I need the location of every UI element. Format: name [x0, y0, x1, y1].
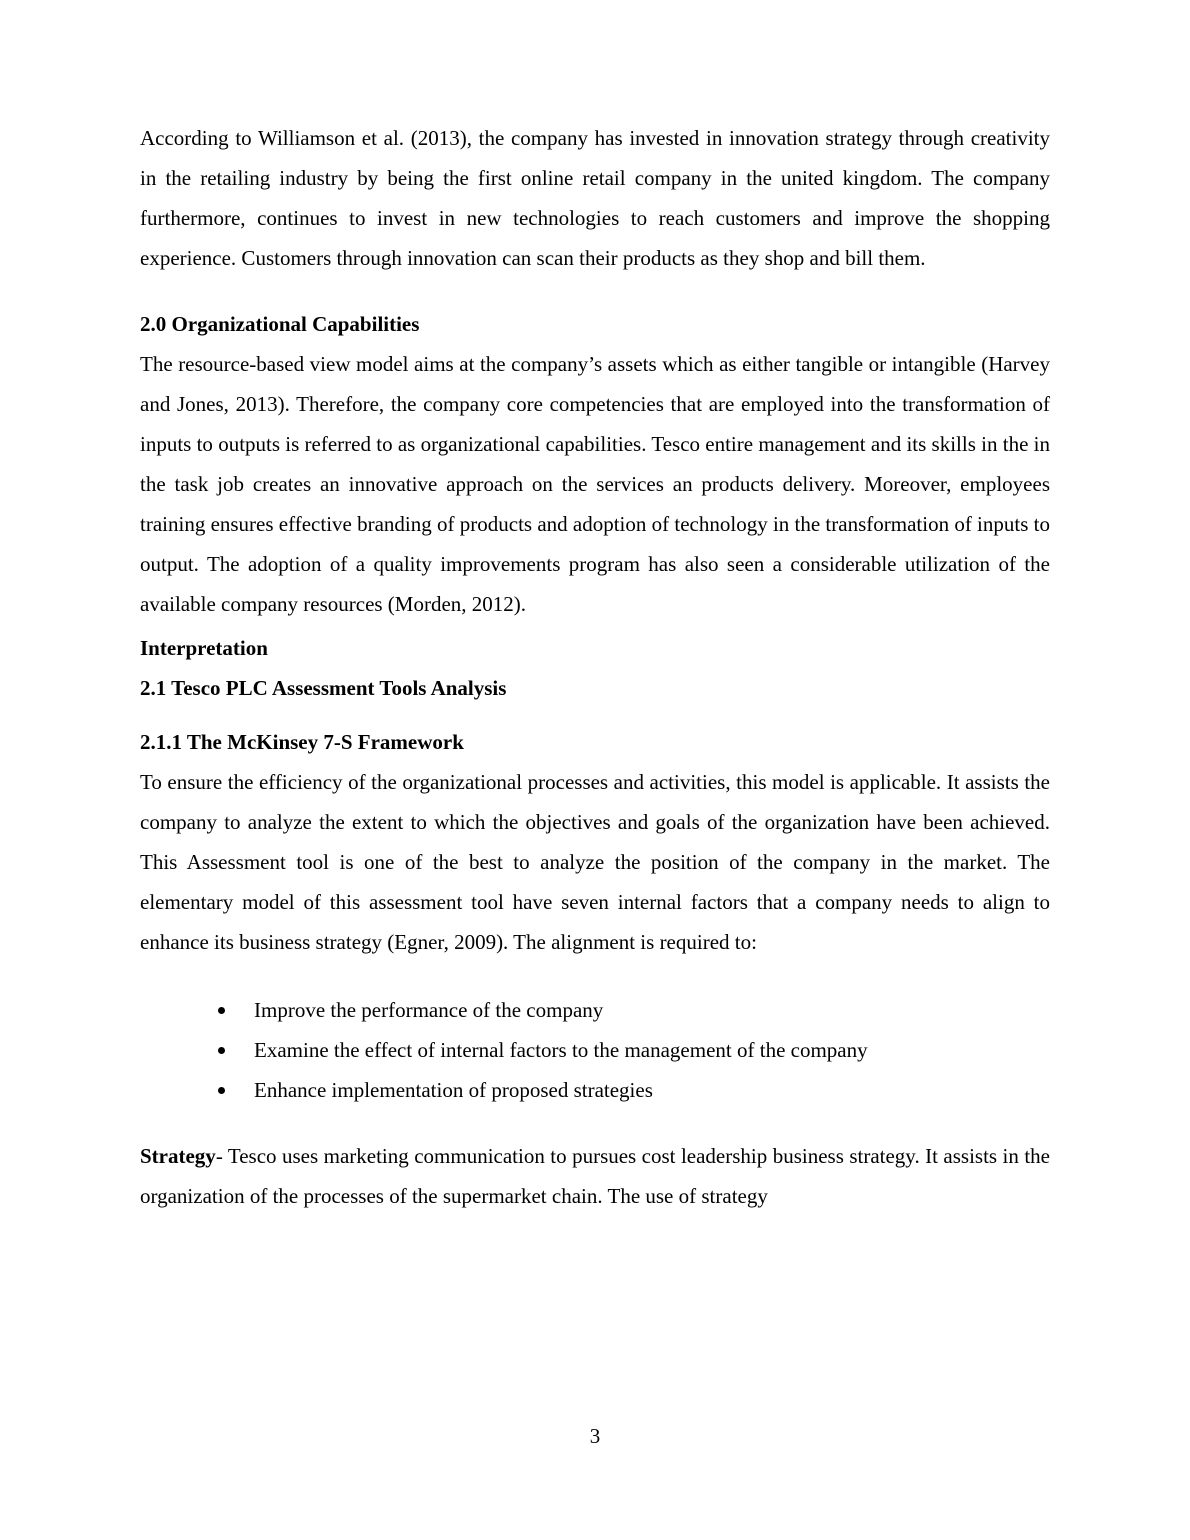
- spacer: [140, 708, 1050, 722]
- bullet-item-improve-performance: Improve the performance of the company: [218, 990, 1050, 1030]
- paragraph-resource-based-view: The resource-based view model aims at the company’s assets which as either tangible or intangible (Harvey and Jones, 2013). Therefore, the company core competencies that are employed into the transformation of inputs to outputs is referred to as organizational capabilities. Tesco entire management and its skills in the in the task job creates an innovative approach on the services an products delivery. Moreover, employees training ensures effective branding of products and adoption of technology in the transformation of inputs to output. The adoption of a quality improvements program has also seen a considerable utilization of the available company resources (Morden, 2012).: [140, 352, 1050, 616]
- spacer: [140, 278, 1050, 304]
- heading-interpretation: Interpretation: [140, 636, 268, 660]
- heading-assessment-tools-analysis: 2.1 Tesco PLC Assessment Tools Analysis: [140, 676, 507, 700]
- bullet-item-examine-internal-factors: Examine the effect of internal factors to the management of the company: [218, 1030, 1050, 1070]
- strategy-body-text: - Tesco uses marketing communication to pursues cost leadership business strategy. It assists in the organization of the processes of the supermarket chain. The use of strategy: [140, 1144, 1050, 1208]
- paragraph-mckinsey-intro: To ensure the efficiency of the organizational processes and activities, this model is applicable. It assists the company to analyze the extent to which the objectives and goals of the organization have been achieved. This Assessment tool is one of the best to analyze the position of the company in the market. The elementary model of this assessment tool have seven internal factors that a company needs to align to enhance its business strategy (Egner, 2009). The alignment is required to:: [140, 770, 1050, 954]
- strategy-bold-label: Strategy: [140, 1144, 216, 1168]
- paragraph-innovation-strategy: According to Williamson et al. (2013), the company has invested in innovation strategy through creativity in the retailing industry by being the first online retail company in the united kingdom. The company furthermore, continues to invest in new technologies to reach customers and improve the shopping experience. Customers through innovation can scan their products as they shop and bill them.: [140, 126, 1050, 270]
- heading-mckinsey-framework: 2.1.1 The McKinsey 7-S Framework: [140, 730, 464, 754]
- paragraph-strategy: [140, 1136, 1050, 1216]
- page-number: 3: [589, 1424, 601, 1448]
- heading-organizational-capabilities: 2.0 Organizational Capabilities: [140, 312, 420, 336]
- alignment-bullet-list: [140, 990, 1050, 1110]
- bullet-item-enhance-implementation: Enhance implementation of proposed strategies: [218, 1070, 1050, 1110]
